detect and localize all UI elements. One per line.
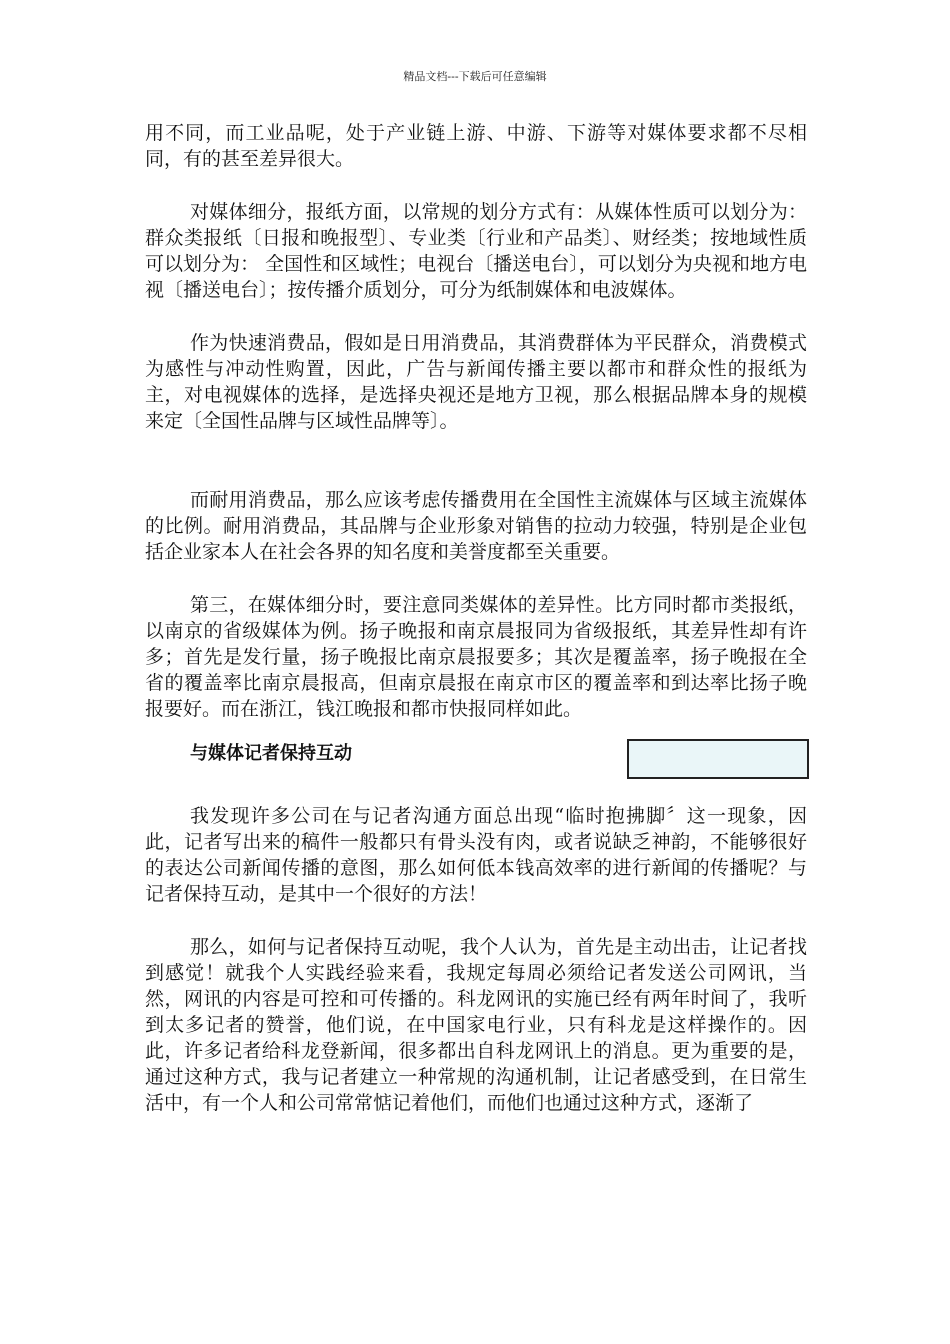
paragraph-reporter-communication: 我发现许多公司在与记者沟通方面总出现“临时抱拂脚〞这一现象，因此，记者写出来的稿件一般都只有骨头没有肉，或者说缺乏神韵，不能够很好的表达公司新闻传播的意图，那么如何低本钱高效率的进行新闻的传播呢？与记者保持互动，是其中一个很好的方法！ (145, 805, 807, 905)
paragraph-interaction-method: 那么，如何与记者保持互动呢，我个人认为，首先是主动出击，让记者找到感觉！就我个人实践经验来看，我规定每周必须给记者发送公司网讯，当然，网讯的内容是可控和可传播的。科龙网讯的实施已经有两年时间了，我听到太多记者的赞誉，他们说，在中国家电行业，只有科龙是这样操作的。因此，许多记者给科龙登新闻，很多都出自科龙网讯上的消息。更为重要的是，通过这种方式，我与记者建立一种常规的沟通机制，让记者感受到，在日常生活中，有一个人和公司常常惦记着他们，而他们也通过这种方式，逐渐了 (145, 936, 807, 1114)
paragraph-durable-goods: 而耐用消费品，那么应该考虑传播费用在全国性主流媒体与区域主流媒体的比例。耐用消费品，其品牌与企业形象对销售的拉动力较强，特别是企业包括企业家本人在社会各界的知名度和美誉度都至关重要。 (145, 489, 807, 563)
paragraph-media-differences: 第三，在媒体细分时，要注意同类媒体的差异性。比方同时都市类报纸，以南京的省级媒体为例。扬子晚报和南京晨报同为省级报纸，其差异性却有许多；首先是发行量，扬子晚报比南京晨报要多；其次是覆盖率，扬子晚报在全省的覆盖率比南京晨报高，但南京晨报在南京市区的覆盖率和到达率比扬子晚报要好。而在浙江，钱江晚报和都市快报同样如此。 (145, 594, 807, 720)
document-body (145, 120, 807, 1143)
heading-side-box (627, 739, 809, 779)
section-heading-row (145, 739, 807, 779)
paragraph-fast-consumer-goods: 作为快速消费品，假如是日用消费品，其消费群体为平民群众，消费模式为感性与冲动性购置，因此，广告与新闻传播主要以都市和群众性的报纸为主，对电视媒体的选择，是选择央视还是地方卫视，那么根据品牌本身的规模来定〔全国性品牌与区域性品牌等〕。 (145, 332, 807, 432)
section-heading: 与媒体记者保持互动 (190, 743, 352, 764)
paragraph-media-segmentation: 对媒体细分，报纸方面，以常规的划分方式有：从媒体性质可以划分为：群众类报纸〔日报和晚报型〕、专业类〔行业和产品类〕、财经类；按地域性质可以划分为： 全国性和区域性；电视台〔播送电台〕，可以划分为央视和地方电视〔播送电台〕；按传播介质划分，可分为纸制媒体和电波媒体。 (145, 201, 807, 301)
page-header: 精品文档---下载后可任意编辑 (403, 70, 547, 83)
paragraph-continuation: 用不同，而工业品呢，处于产业链上游、中游、下游等对媒体要求都不尽相同，有的甚至差异很大。 (145, 122, 807, 170)
